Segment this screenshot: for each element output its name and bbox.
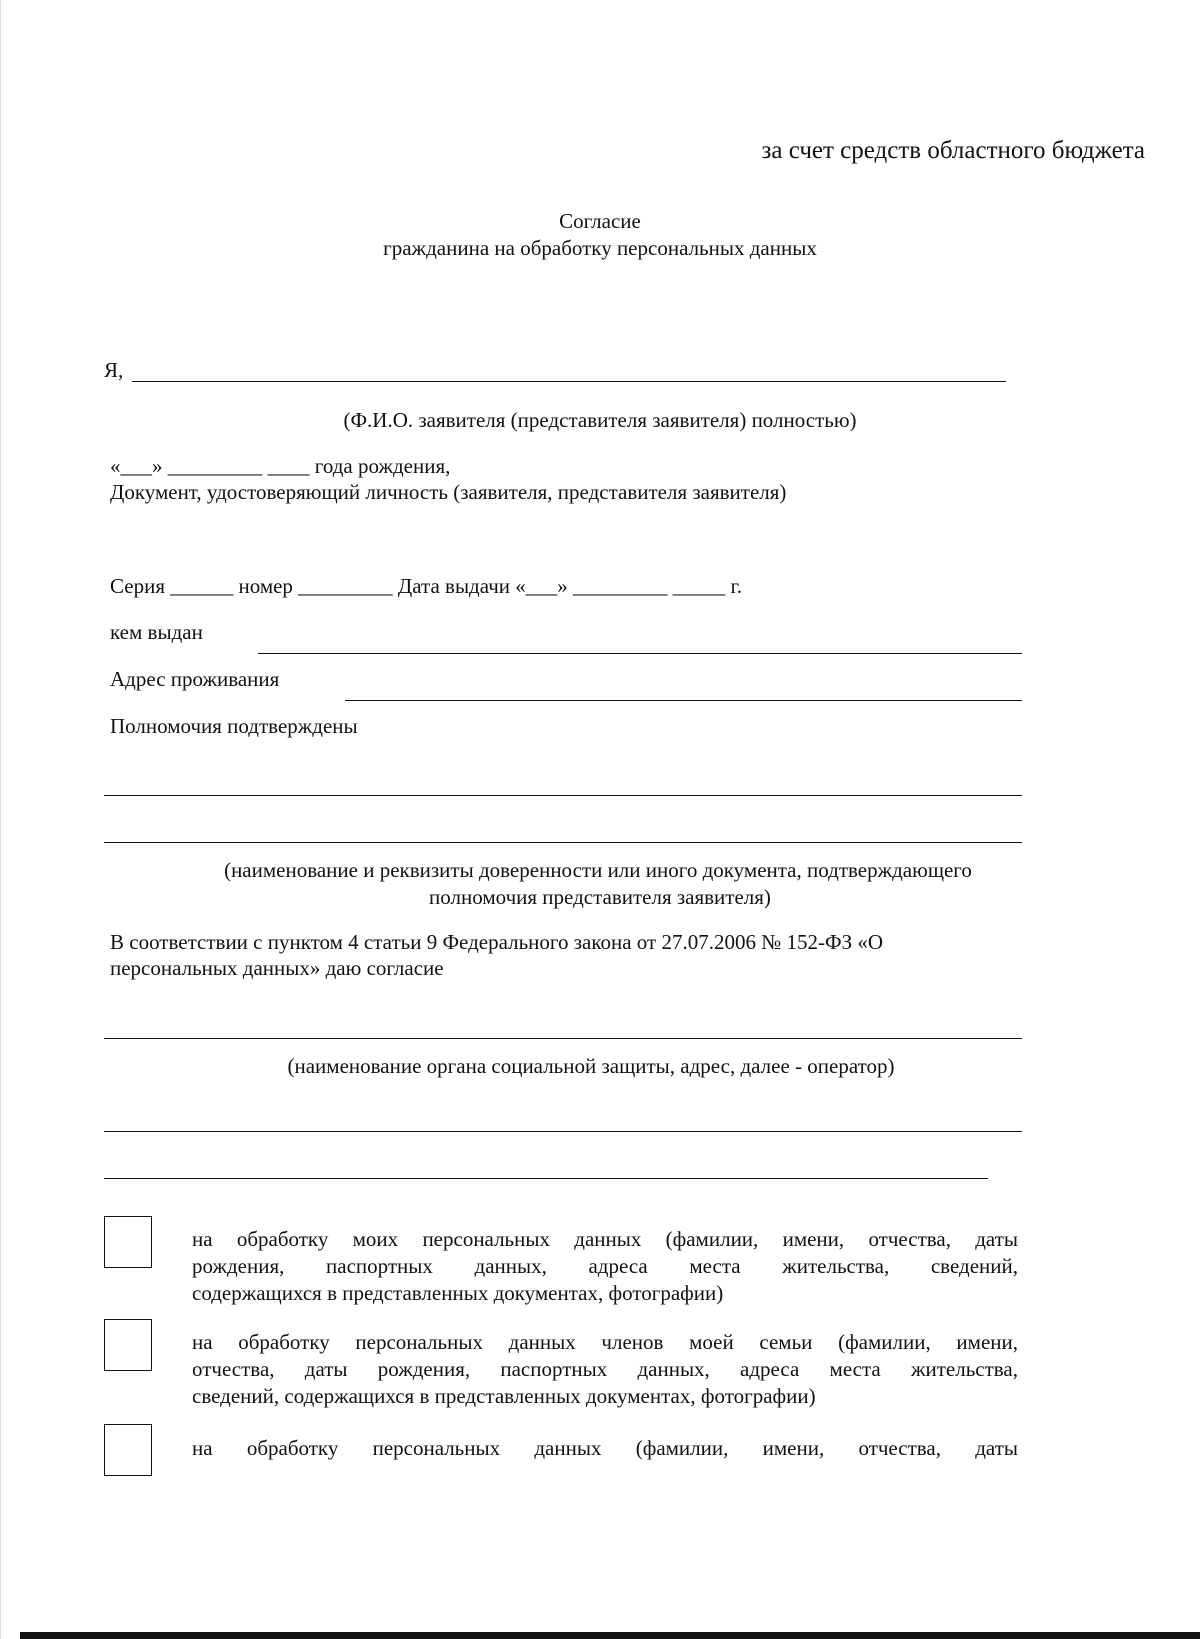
issued-by-label: кем выдан	[110, 620, 203, 644]
fio-input-line[interactable]	[132, 381, 1006, 382]
address-label: Адрес проживания	[110, 667, 280, 691]
budget-line: за счет средств областного бюджета	[761, 137, 1145, 164]
extra-input-line-2[interactable]	[104, 1178, 988, 1179]
consent-item-family-line3: сведений, содержащихся в представленных документах, фотографии)	[192, 1384, 816, 1408]
id-document-label: Документ, удостоверяющий личность (заявителя, представителя заявителя)	[110, 480, 787, 504]
address-input-line[interactable]	[345, 700, 1022, 701]
consent-item-own-line1: на обработку моих персональных данных (фамилии, имени, отчества, даты	[192, 1227, 1018, 1251]
powers-input-line-1[interactable]	[104, 795, 1022, 796]
consent-checkbox-family-data[interactable]	[104, 1319, 152, 1371]
scan-bottom-edge	[20, 1632, 1200, 1639]
operator-caption: (наименование органа социальной защиты, адрес, далее - оператор)	[287, 1054, 895, 1078]
document-subtitle: гражданина на обработку персональных данных	[383, 236, 817, 260]
consent-intro-line2: персональных данных» даю согласие	[110, 956, 444, 980]
extra-input-line-1[interactable]	[104, 1131, 1022, 1132]
operator-input-line[interactable]	[104, 1038, 1022, 1039]
powers-caption-line1: (наименование и реквизиты доверенности или иного документа, подтверждающего	[224, 858, 972, 882]
consent-intro-line1: В соответствии с пунктом 4 статьи 9 Федерального закона от 27.07.2006 № 152-ФЗ «О	[110, 930, 884, 954]
powers-input-line-2[interactable]	[104, 842, 1022, 843]
consent-item-family-line2: отчества, даты рождения, паспортных данных, адреса места жительства,	[192, 1357, 1018, 1381]
passport-series-line[interactable]: Серия ______ номер _________ Дата выдачи «___» _________ _____ г.	[110, 574, 743, 598]
powers-caption-line2: полномочия представителя заявителя)	[429, 885, 771, 909]
consent-item-own-line2: рождения, паспортных данных, адреса места жительства, сведений,	[192, 1254, 1018, 1278]
powers-label: Полномочия подтверждены	[110, 714, 358, 738]
consent-item-family-line1: на обработку персональных данных членов моей семьи (фамилии, имени,	[192, 1330, 1018, 1354]
consent-checkbox-other-data[interactable]	[104, 1424, 152, 1476]
consent-item-own-line3: содержащихся в представленных документах, фотографии)	[192, 1281, 724, 1305]
issued-by-input-line[interactable]	[258, 653, 1022, 654]
fio-caption: (Ф.И.О. заявителя (представителя заявителя) полностью)	[343, 408, 857, 432]
consent-checkbox-own-data[interactable]	[104, 1216, 152, 1268]
consent-item-other-line1: на обработку персональных данных (фамилии, имени, отчества, даты	[192, 1436, 1018, 1460]
birth-date-line[interactable]: «___» _________ ____ года рождения,	[110, 454, 451, 478]
document-title: Согласие	[559, 209, 641, 233]
ya-label: Я,	[104, 358, 124, 382]
